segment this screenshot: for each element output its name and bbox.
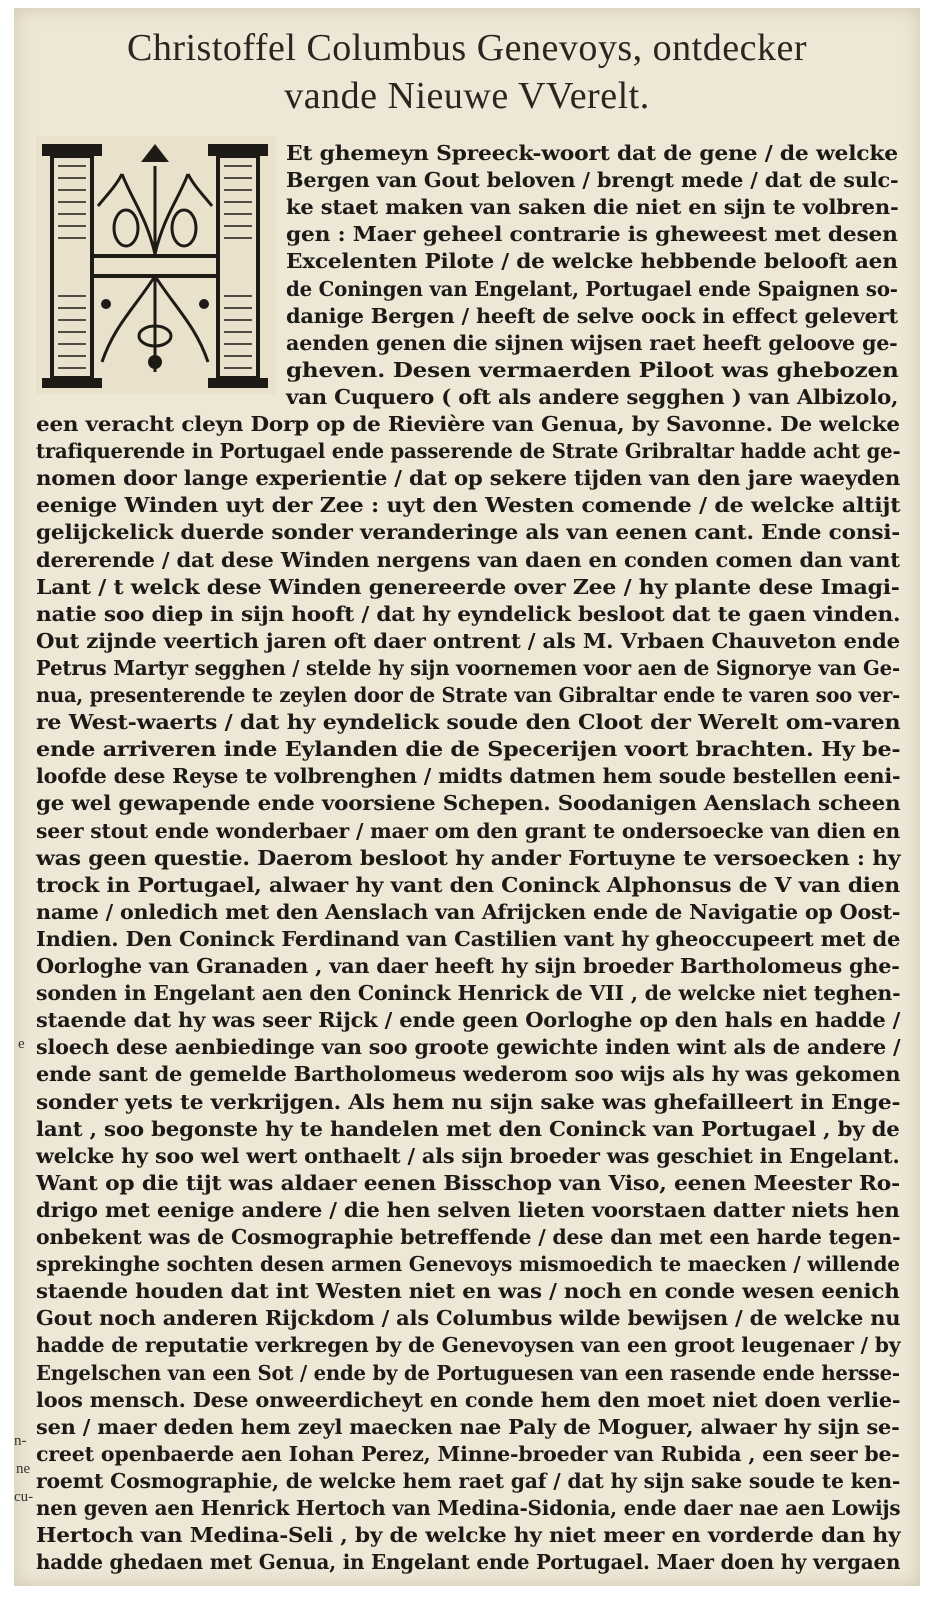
body-line: nua, presenterende te zeylen door de Strate van Gibraltar ende te varen soo ver- [36, 683, 900, 707]
margin-fragment: ne [16, 1461, 31, 1477]
body-line: sloech dese aenbiedinge van soo groote gewichte inden wint als de andere / [36, 1035, 901, 1060]
margin-fragment: e [18, 1036, 25, 1052]
body-line: ende sant de gemelde Bartholomeus wederom soo wijs als hy was gekomen [36, 1062, 901, 1087]
body-line: Engelschen van een Sot / ende by de Portuguesen van een rasende ende hersse- [36, 1360, 900, 1385]
body-line: creet openbaerde aen Iohan Perez, Minne-broeder van Rubida , een seer be- [36, 1441, 900, 1466]
body-line: welcke hy soo wel wert onthaelt / als sijn broeder was geschiet in Engelant. [36, 1143, 900, 1168]
body-line: ge wel gewapende ende voorsiene Schepen. Soodanigen Aenslach scheen [36, 791, 901, 816]
body-line: eenige Winden uyt der Zee : uyt den Westen comende / de welcke altijt [36, 493, 901, 518]
body-line: Gout noch anderen Rijckdom / als Columbus wilde bewijsen / de welcke nu [36, 1306, 901, 1331]
body-line: hadde ghedaen met Genua, in Engelant ende Portugael. Maer doen hy vergaen [36, 1550, 901, 1575]
body-line: van Cuquero ( oft als andere segghen ) van Albizolo, [286, 384, 899, 409]
body-line: Bergen van Gout beloven / brengt mede / dat de sulc- [286, 168, 899, 193]
title-line-2: vande Nieuwe VVerelt. [284, 75, 650, 117]
body-line: Out zijnde veertich jaren oft daer ontrent / als M. Vrbaen Chauveton ende [36, 628, 900, 653]
body-line: Want op die tijt was aldaer eenen Bisschop van Viso, eenen Meester Ro- [36, 1170, 900, 1195]
body-line: gheven. Desen vermaerden Piloot was ghebozen [286, 357, 899, 382]
body-line: seer stout ende wonderbaer / maer om den grant te ondersoecke van dien en [36, 818, 900, 843]
body-line: onbekent was de Cosmographie betreffende / dese dan met een harde tegen- [36, 1225, 901, 1249]
printed-page [14, 8, 920, 1586]
body-line: roemt Cosmographie, de welcke hem raet gaf / dat hy sijn sake soude te ken- [36, 1468, 901, 1493]
body-line: de Coningen van Engelant, Portugael ende Spaignen so- [286, 276, 898, 301]
body-line: sonder yets te verkrijgen. Als hem nu sijn sake was ghefailleert in Enge- [36, 1089, 901, 1114]
body-line: ke staet maken van saken die niet en sijn te volbren- [286, 195, 899, 220]
body-line: nen geven aen Henrick Hertoch van Medina-Sidonia, ende daer nae aen Lowijs [36, 1496, 901, 1520]
body-line: re West-waerts / dat hy eyndelick soude den Cloot der Werelt om-varen [36, 710, 901, 735]
body-line: sonden in Engelant aen den Coninck Henrick de VII , de welcke niet teghen- [36, 981, 901, 1006]
body-line: sen / maer deden hem zeyl maecken nae Paly de Moguer, alwaer hy sijn se- [36, 1414, 900, 1439]
body-line: sprekinghe sochten desen armen Genevoys mismoedich te maecken / willende [36, 1252, 900, 1277]
body-line: gelijckelick duerde sonder veranderinge als van eenen cant. Ende consi- [36, 520, 901, 545]
body-line: nomen door lange experientie / dat op sekere tijden van den jare waeyden [36, 466, 901, 491]
title-line-1: Christoffel Columbus Genevoys, ontdecker [127, 27, 807, 69]
body-line: hadde de reputatie verkregen by de Genevoysen van een groot leugenaer / by [36, 1333, 901, 1358]
body-line: dererende / dat dese Winden nergens van daen en conden comen dan vant [36, 547, 900, 572]
body-line: loofde dese Reyse te volbrenghen / midts datmen hem soude bestellen eeni- [36, 764, 901, 789]
body-line: loos mensch. Dese onweerdicheyt en conde hem den moet niet doen verlie- [36, 1387, 901, 1412]
body-line: staende dat hy was seer Rijck / ende geen Oorloghe op den hals en hadde / [36, 1008, 901, 1033]
body-line: aenden genen die sijnen wijsen raet heeft geloove ge- [286, 330, 898, 355]
body-line: Oorloghe van Granaden , van daer heeft hy sijn broeder Bartholomeus ghe- [36, 954, 900, 978]
body-line: was geen questie. Daerom besloot hy ander Fortuyne te versoecken : hy [36, 845, 901, 870]
body-line: Excelenten Pilote / de welcke hebbende belooft aen [286, 249, 898, 274]
body-line: gen : Maer geheel contrarie is gheweest met desen [286, 222, 898, 247]
body-line: natie soo diep in sijn hooft / dat hy eyndelick besloot dat te gaen vinden. [36, 601, 901, 626]
body-line: Lant / t welck dese Winden genereerde over Zee / hy plante dese Imagi- [36, 574, 900, 599]
body-line: drigo met eenige andere / die hen selven lieten voorstaen datter niets hen [36, 1197, 900, 1222]
body-line: Et ghemeyn Spreeck-woort dat de gene / de welcke [286, 141, 898, 165]
body-line: lant , soo begonste hy te handelen met den Coninck van Portugael , by de [36, 1116, 900, 1141]
body-line: trock in Portugael, alwaer hy vant den Coninck Alphonsus de V van dien [36, 872, 901, 897]
body-line: ende arriveren inde Eylanden die de Specerijen voort brachten. Hy be- [36, 737, 901, 762]
decorated-initial-h [36, 136, 276, 394]
body-line: Petrus Martyr segghen / stelde hy sijn voornemen voor aen de Signorye van Ge- [36, 655, 900, 680]
body-line: trafiquerende in Portugael ende passerende de Strate Gribraltar hadde acht ge- [36, 439, 901, 464]
margin-fragment: n- [14, 1433, 27, 1449]
body-line: name / onledich met den Aenslach van Afrijcken ende de Navigatie op Oost- [36, 899, 901, 924]
margin-fragment: cu- [14, 1489, 34, 1505]
body-line: Hertoch van Medina-Seli , by de welcke hy niet meer en vorderde dan hy [36, 1523, 901, 1548]
body-line: Indien. Den Coninck Ferdinand van Castilien vant hy gheoccupeert met de [36, 926, 901, 951]
body-line: een veracht cleyn Dorp op de Rievière van Genua, by Savonne. De welcke [36, 412, 900, 436]
body-line: staende houden dat int Westen niet en was / noch en conde wesen eenich [36, 1279, 900, 1304]
body-line: danige Bergen / heeft de selve oock in effect gelevert [286, 303, 898, 328]
